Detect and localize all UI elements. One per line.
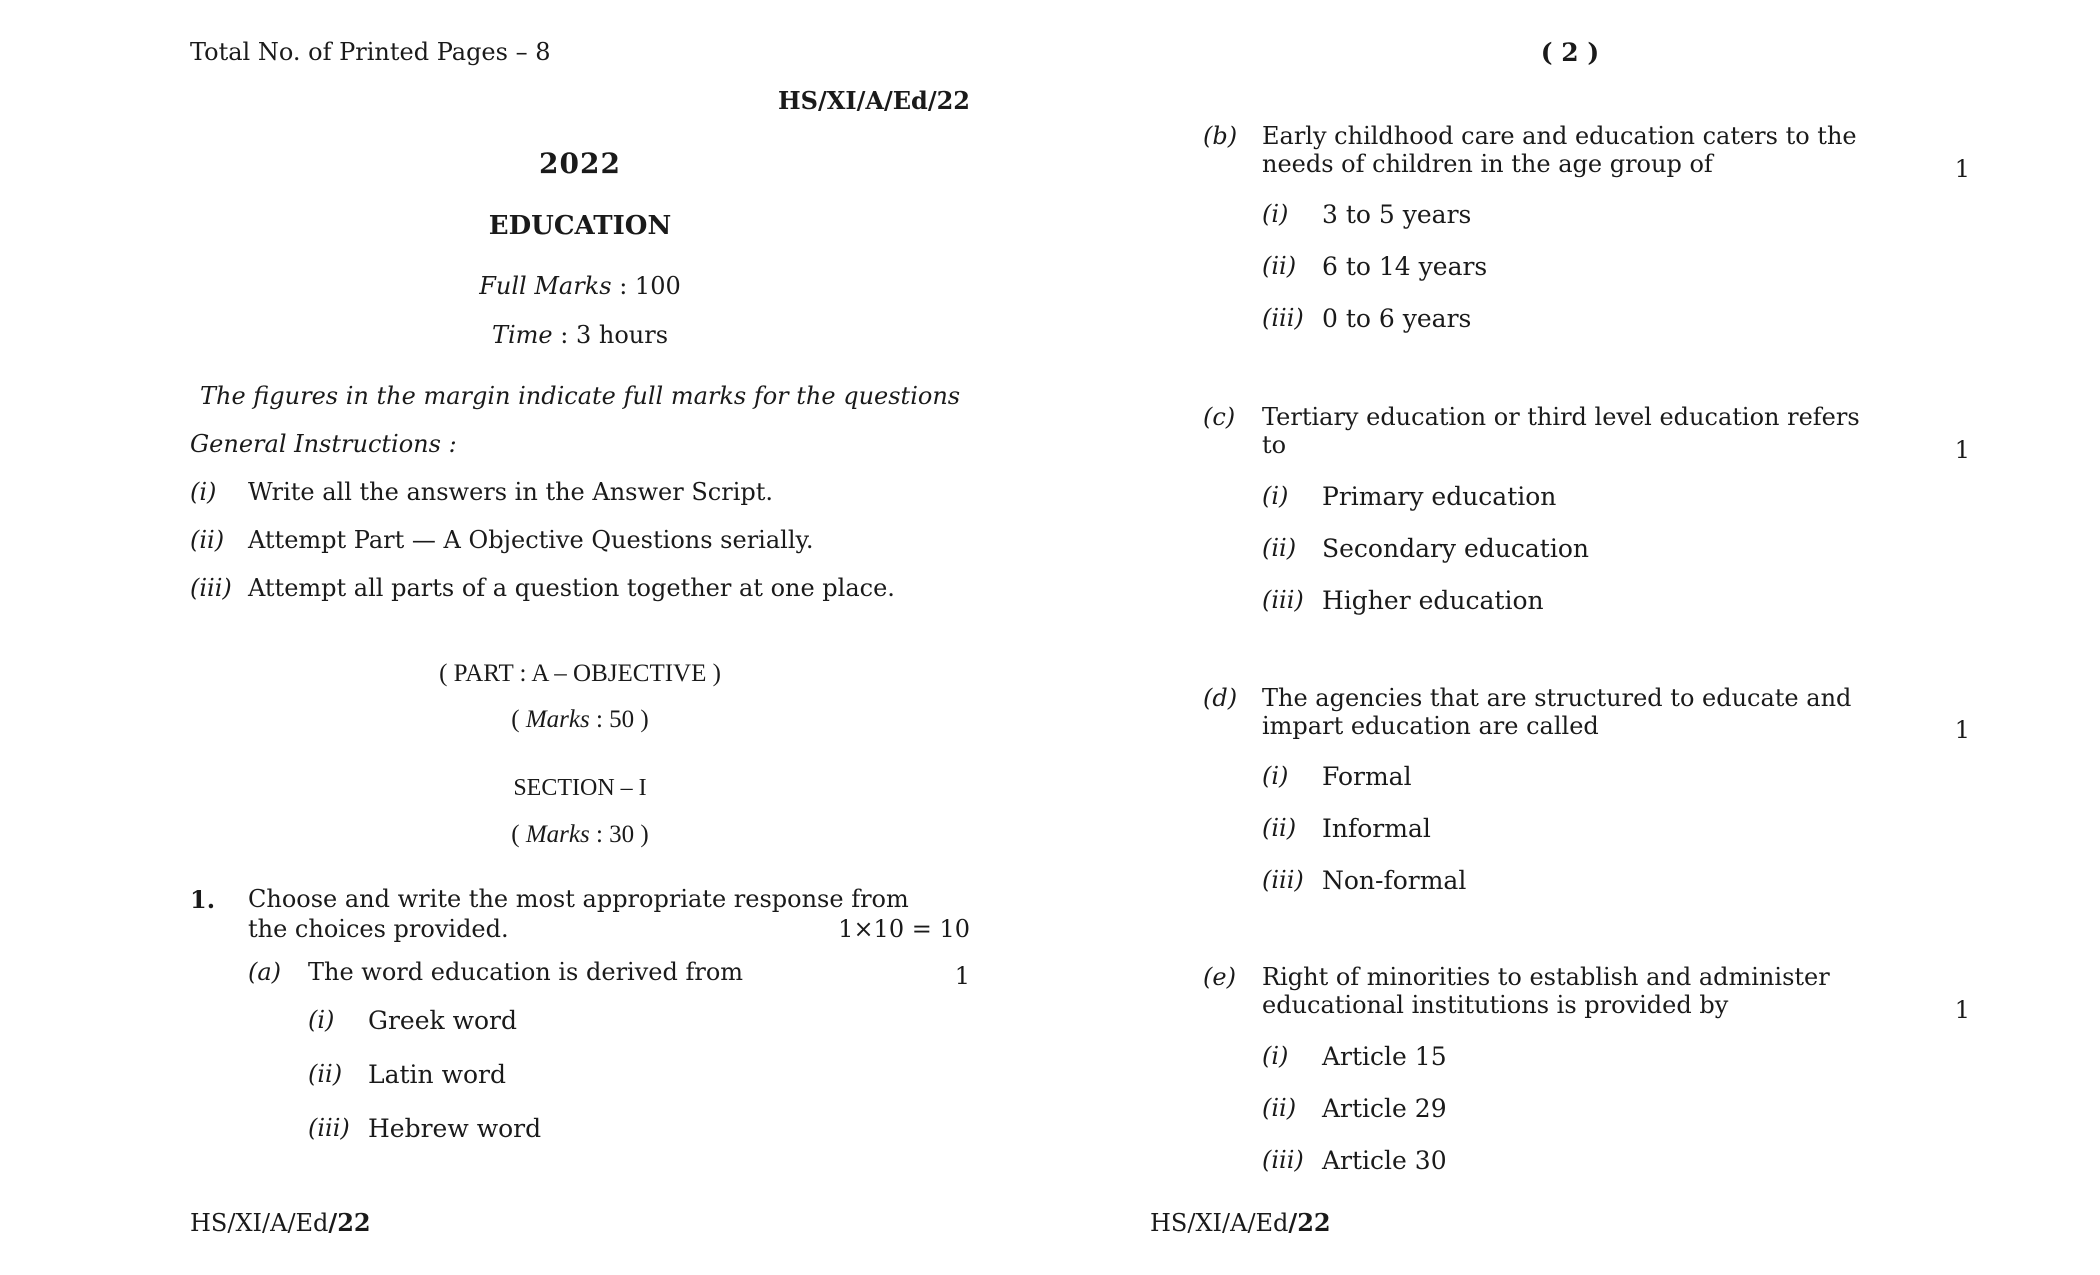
option-text: Article 30 [1322, 1146, 1447, 1175]
exam-time [380, 321, 780, 349]
subquestion-marks: 1 [1954, 716, 1970, 744]
general-instructions-label: General Instructions : [190, 430, 457, 458]
subquestion-text-line: The agencies that are structured to educate and [1262, 684, 1852, 712]
subquestion-label: (e) [1203, 963, 1236, 991]
printed-pages-count: Total No. of Printed Pages – 8 [190, 38, 551, 66]
subquestion-text-line: Right of minorities to establish and administer [1262, 963, 1830, 991]
option-number: (ii) [1262, 1094, 1297, 1122]
part-title: ( PART : A – OBJECTIVE ) [439, 660, 721, 687]
exam-year: 2022 [539, 147, 621, 180]
subquestion-marks: 1 [1954, 436, 1970, 464]
section-marks-value: : 30 ) [595, 821, 649, 848]
subquestion-text-line: Tertiary education or third level education refers [1262, 403, 1860, 431]
section-marks-label: Marks [525, 821, 590, 848]
full-marks [380, 272, 780, 300]
full-marks-label: Full Marks [479, 272, 612, 300]
option-number: (ii) [308, 1060, 343, 1088]
footer-code [1150, 1208, 1331, 1237]
footer-code-suffix: /22 [328, 1208, 371, 1237]
option-text: Article 29 [1322, 1094, 1447, 1123]
footer-code-prefix: HS/XI/A/Ed [1150, 1209, 1289, 1237]
instruction-text: Write all the answers in the Answer Script. [248, 478, 773, 506]
option-text: Hebrew word [368, 1114, 542, 1143]
subquestion-text: The word education is derived from [308, 958, 744, 986]
option-text: Formal [1322, 762, 1412, 791]
subquestion-label: (a) [248, 958, 282, 986]
part-marks-open: ( [511, 706, 520, 733]
instruction-text: Attempt Part — A Objective Questions serially. [248, 526, 814, 554]
section-marks-open: ( [511, 821, 520, 848]
time-label: Time [491, 321, 553, 349]
option-number: (iii) [1262, 866, 1304, 894]
option-text: Article 15 [1322, 1042, 1447, 1071]
option-number: (i) [1262, 762, 1289, 790]
option-text: 6 to 14 years [1322, 252, 1488, 281]
option-number: (i) [308, 1006, 335, 1034]
footer-code-suffix: /22 [1288, 1208, 1331, 1237]
option-number: (i) [1262, 1042, 1289, 1070]
part-marks-value: : 50 ) [595, 706, 649, 733]
subquestion-label: (c) [1203, 403, 1236, 431]
instruction-number: (i) [190, 478, 217, 506]
subquestion-text-line: impart education are called [1262, 712, 1599, 740]
option-number: (ii) [1262, 534, 1297, 562]
subquestion-text-line: Early childhood care and education caters to the [1262, 122, 1857, 150]
option-text: Informal [1322, 814, 1431, 843]
option-text: Non-formal [1322, 866, 1467, 895]
subquestion-marks: 1 [1954, 155, 1970, 183]
right-page [1050, 0, 2100, 1275]
option-text: Primary education [1322, 482, 1557, 511]
part-marks-label: Marks [525, 706, 590, 733]
time-value: : 3 hours [560, 321, 669, 349]
instruction-text: Attempt all parts of a question together at one place. [248, 574, 895, 602]
page-number: ( 2 ) [1540, 38, 1600, 67]
subquestion-text-line: to [1262, 431, 1287, 459]
option-text: Greek word [368, 1006, 518, 1035]
section-marks [380, 821, 780, 849]
option-text: 0 to 6 years [1322, 304, 1472, 333]
part-marks [380, 706, 780, 734]
subquestion-text-line: needs of children in the age group of [1262, 150, 1713, 178]
option-text: Latin word [368, 1060, 507, 1089]
full-marks-value: : 100 [619, 272, 681, 300]
option-number: (ii) [1262, 814, 1297, 842]
subquestion-label: (b) [1203, 122, 1238, 150]
option-number: (iii) [1262, 304, 1304, 332]
subject-title: EDUCATION [488, 211, 672, 241]
subquestion-label: (d) [1203, 684, 1238, 712]
option-number: (ii) [1262, 252, 1297, 280]
subquestion-marks: 1 [1954, 996, 1970, 1024]
subquestion-marks: 1 [954, 962, 970, 990]
option-text: Higher education [1322, 586, 1544, 615]
instruction-number: (ii) [190, 526, 225, 554]
option-text: 3 to 5 years [1322, 200, 1472, 229]
question-text-line: Choose and write the most appropriate response from [248, 885, 909, 913]
footer-code-prefix: HS/XI/A/Ed [190, 1209, 329, 1237]
section-title: SECTION – I [513, 775, 647, 801]
margin-note: The figures in the margin indicate full marks for the questions [200, 382, 961, 410]
option-number: (iii) [1262, 586, 1304, 614]
question-text-line: the choices provided. [248, 915, 509, 943]
option-text: Secondary education [1322, 534, 1590, 563]
option-number: (i) [1262, 200, 1289, 228]
subquestion-text-line: educational institutions is provided by [1262, 991, 1729, 1019]
option-number: (iii) [1262, 1146, 1304, 1174]
paper-code: HS/XI/A/Ed/22 [777, 86, 970, 115]
question-marks: 1×10 = 10 [838, 915, 970, 943]
footer-code [190, 1208, 371, 1237]
option-number: (i) [1262, 482, 1289, 510]
option-number: (iii) [308, 1114, 350, 1142]
instruction-number: (iii) [190, 574, 232, 602]
question-number: 1. [190, 885, 216, 914]
